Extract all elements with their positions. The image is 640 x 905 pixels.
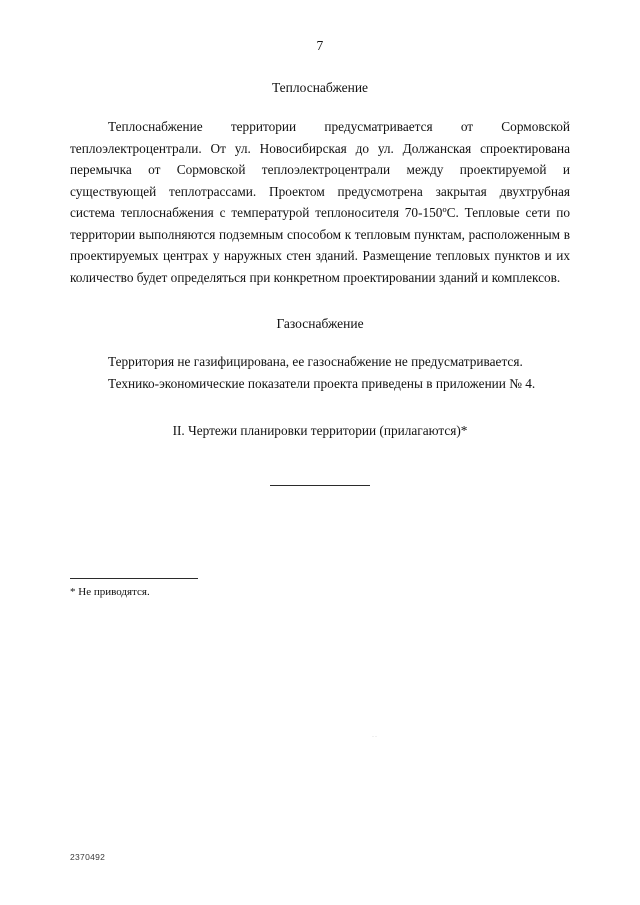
heading-teplosnabzhenie: Теплоснабжение [271, 80, 369, 95]
footnote-text: * Не приводятся. [70, 586, 150, 598]
paragraph-tep-pokazateli: Технико-экономические показатели проекта приведены в приложении № 4. [108, 375, 536, 391]
faint-artifact-mark: .. [372, 730, 378, 739]
footnote-separator-rule [70, 578, 198, 579]
heading-gazosnabzhenie: Газоснабжение [276, 316, 364, 331]
horizontal-divider [270, 485, 370, 486]
paragraph-teplosnabzhenie: Теплоснабжение территории предусматривается от Сормовской теплоэлектроцентрали. От ул. Новосибирская до ул. Должанская спроектирована перемычка от Сормовской теплоэлектроцентрали между проектируемой и существующей теплотрассами. Проектом предусмотрена закрытая двухтрубная система теплоснабжения с температурой теплоносителя 70-150ºС. Тепловые сети по территории выполняются подземным способом к тепловым пунктам, расположенным в проектируемых центрах у наружных стен зданий. Размещение тепловых пунктов и их количество будет определяться при конкретном проектировании зданий и комплексов. [70, 119, 570, 285]
document-content [70, 0, 570, 486]
paragraph-gazosnabzhenie: Территория не газифицирована, ее газоснабжение не предусматривается. [108, 354, 523, 369]
page-number: 7 [316, 38, 324, 53]
document-identifier: 2370492 [70, 852, 106, 862]
section-title-chertezhi: II. Чертежи планировки территории (прилагаются)* [172, 423, 468, 438]
